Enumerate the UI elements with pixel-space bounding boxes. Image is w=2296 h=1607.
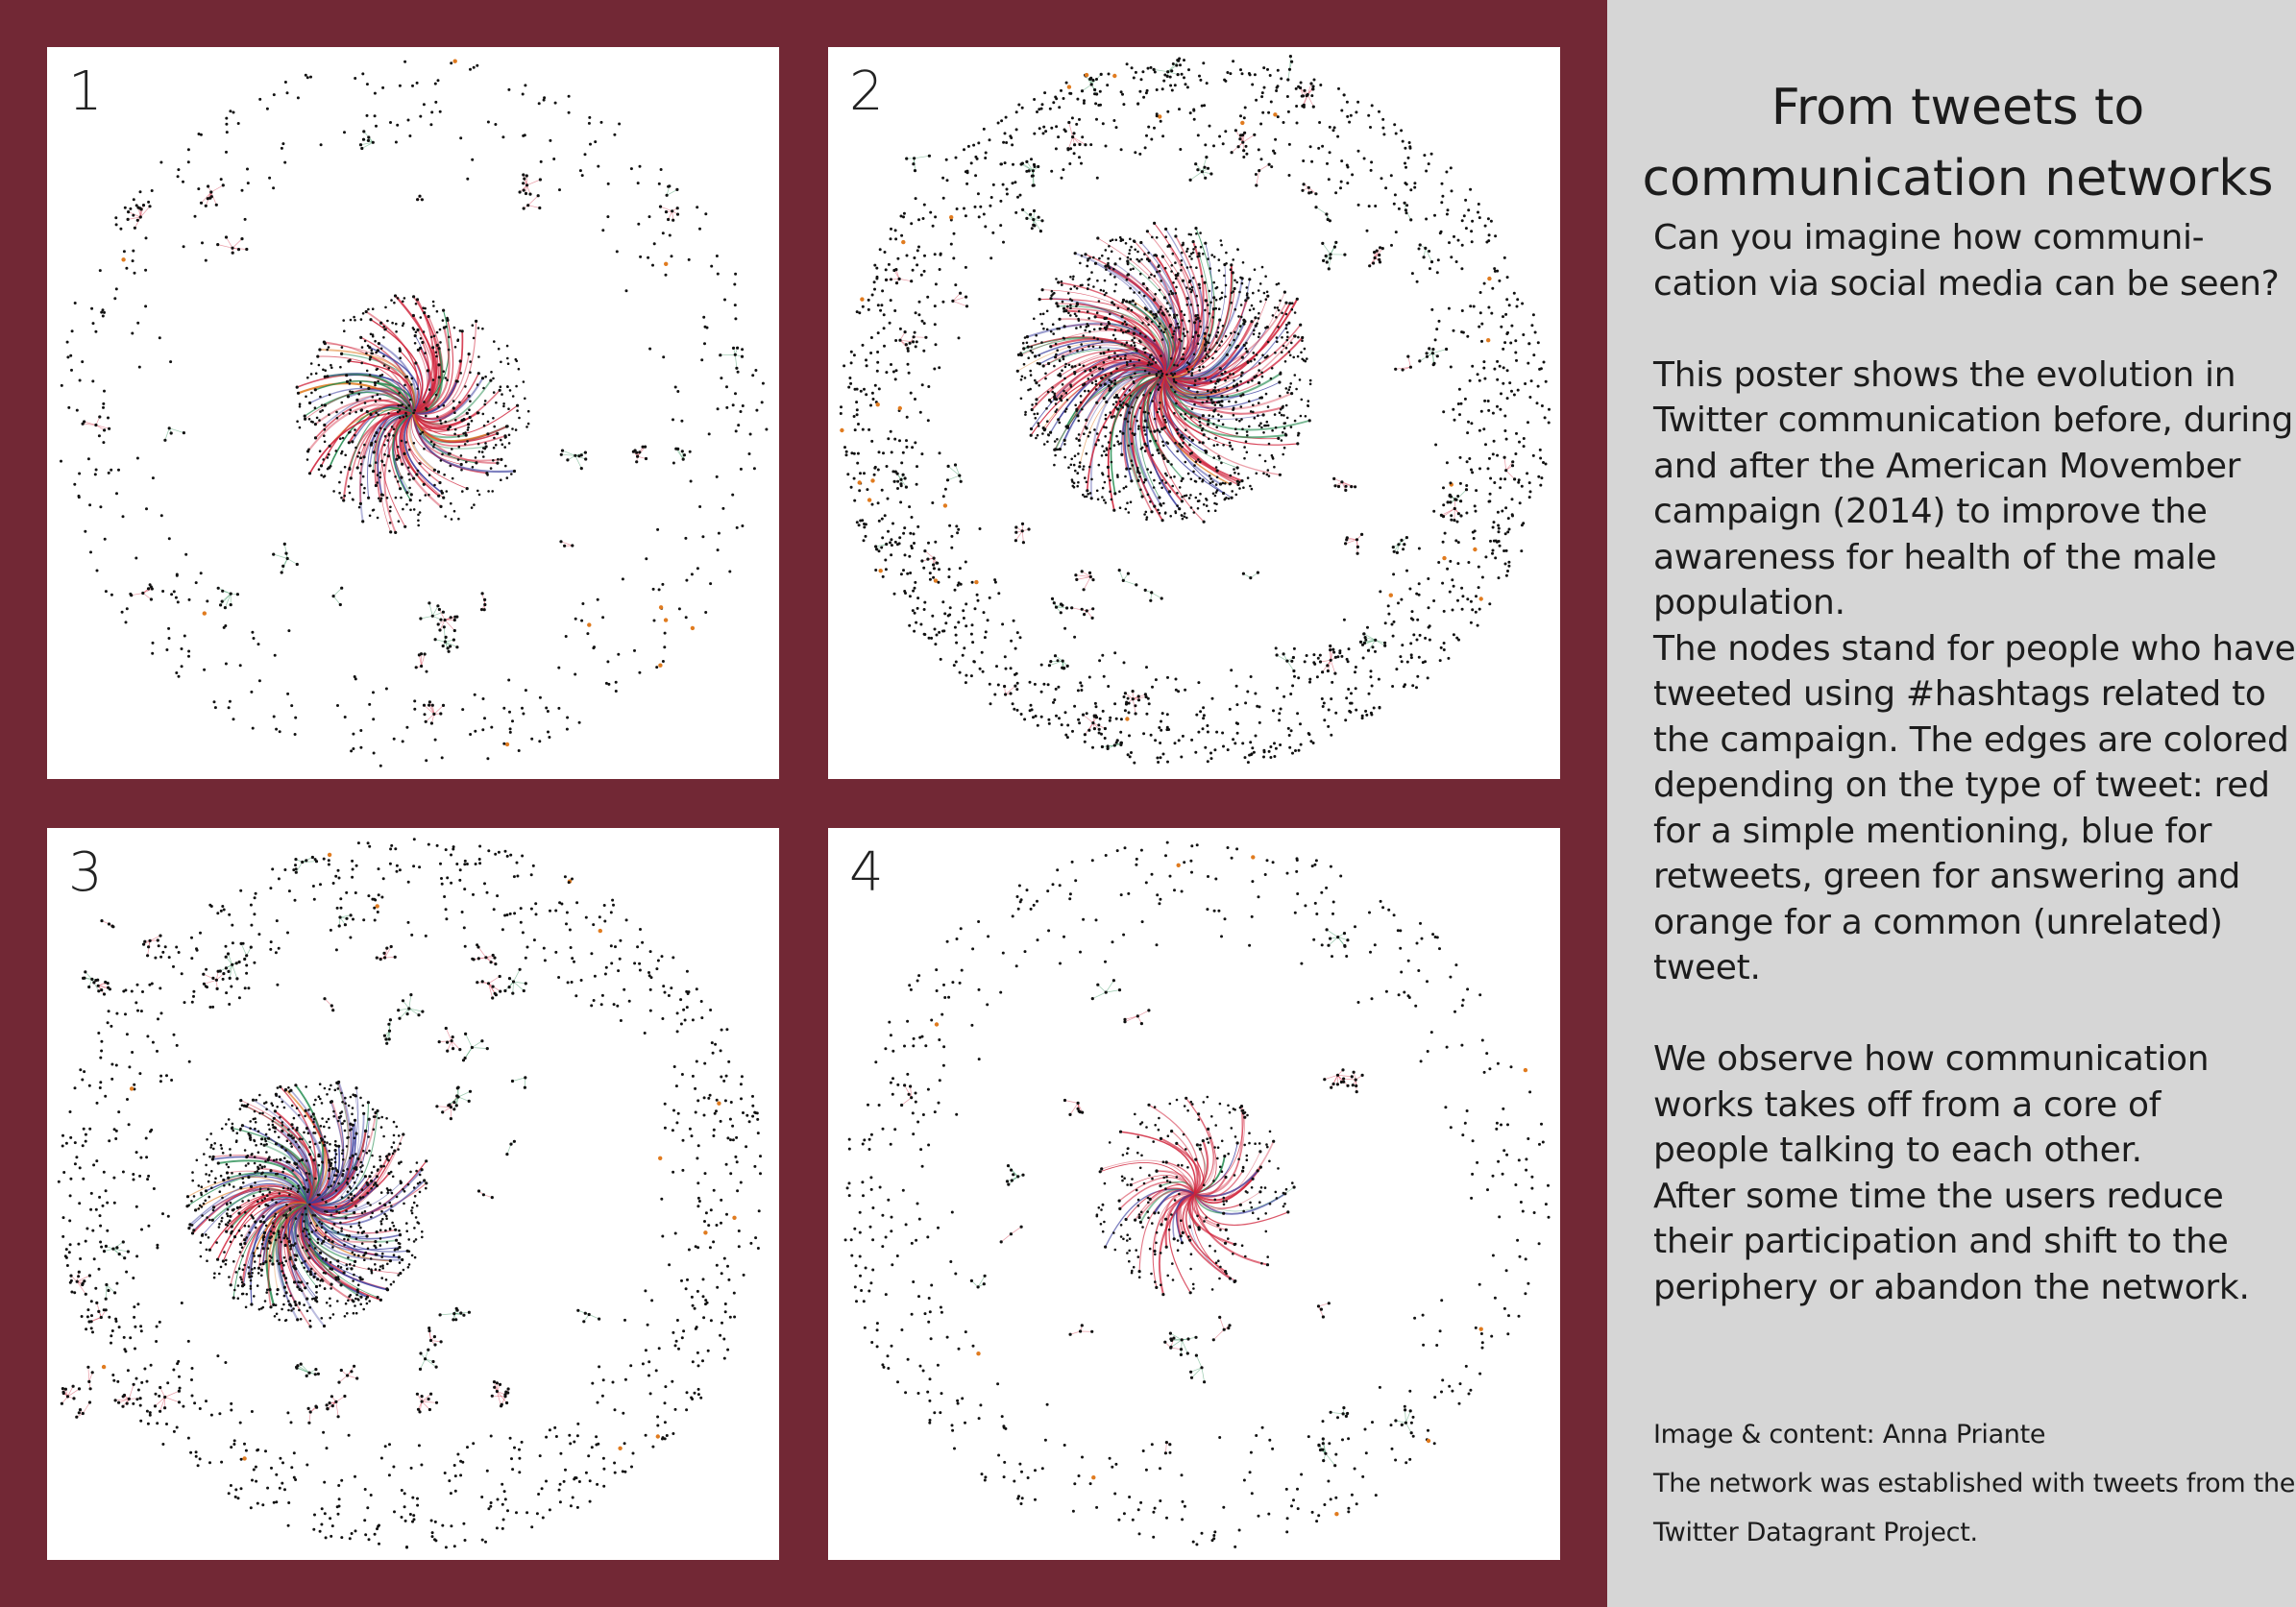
network-edges (876, 57, 1515, 749)
description-line: cation via social media can be seen? (1653, 263, 2280, 304)
network-nodes (840, 55, 1551, 765)
credit-line: Twitter Datagrant Project. (1653, 1518, 1978, 1547)
description-text (1653, 215, 2296, 1310)
description-line: tweeted using #hashtags related to (1653, 674, 2266, 714)
description-line: the campaign. The edges are colored (1653, 719, 2289, 760)
description-line: This poster shows the evolution in (1653, 354, 2236, 395)
description-line: We observe how communication (1653, 1039, 2210, 1079)
description-line: Twitter communication before, during (1653, 401, 2294, 440)
network-panel-2 (828, 47, 1560, 779)
description-line: campaign (2014) to improve the (1653, 492, 2208, 531)
panel-number: 1 (68, 61, 103, 123)
credit-line: The network was established with tweets from the (1653, 1469, 2296, 1498)
description-line: for a simple mentioning, blue for (1653, 811, 2212, 851)
network-graph-2 (828, 47, 1560, 779)
description-line (1653, 306, 2287, 353)
title-line: communication networks (1642, 149, 2274, 207)
network-graph-1 (47, 47, 779, 779)
description-line: works takes off from a core of (1653, 1084, 2162, 1125)
network-edges (902, 930, 1412, 1466)
network-edges (83, 132, 742, 723)
description-line: Can you imagine how communi- (1653, 218, 2205, 257)
description-line: orange for a common (unrelated) (1653, 902, 2223, 942)
description-sidebar (1607, 0, 2296, 1607)
panel-number: 2 (849, 61, 884, 123)
description-line: their participation and shift to the (1653, 1222, 2229, 1261)
description-line: retweets, green for answering and (1653, 857, 2241, 896)
title-line: From tweets to (1771, 78, 2145, 136)
poster-title (1626, 72, 2289, 214)
description-line: After some time the users reduce (1653, 1176, 2224, 1216)
description-line (1653, 991, 2287, 1037)
network-graph-3 (47, 828, 779, 1560)
description-line: periphery or abandon the network. (1653, 1267, 2250, 1307)
description-line: people talking to each other. (1653, 1131, 2142, 1170)
description-line: The nodes stand for people who have (1653, 628, 2296, 669)
network-panel-4 (828, 828, 1560, 1560)
description-line: awareness for health of the male (1653, 537, 2217, 577)
panel-number: 3 (68, 841, 103, 904)
credits (1653, 1410, 2296, 1557)
network-panel-1 (47, 47, 779, 779)
description-line: population. (1653, 583, 1845, 622)
description-line: depending on the type of tweet: red (1653, 766, 2270, 805)
network-nodes (60, 60, 768, 767)
panel-number: 4 (849, 841, 884, 904)
network-graph-4 (828, 828, 1560, 1560)
credit-line: Image & content: Anna Priante (1653, 1420, 2046, 1449)
network-edges (61, 858, 598, 1424)
description-line: and after the American Movember (1653, 446, 2241, 486)
network-panel-3 (47, 828, 779, 1560)
description-line: tweet. (1653, 948, 1761, 987)
